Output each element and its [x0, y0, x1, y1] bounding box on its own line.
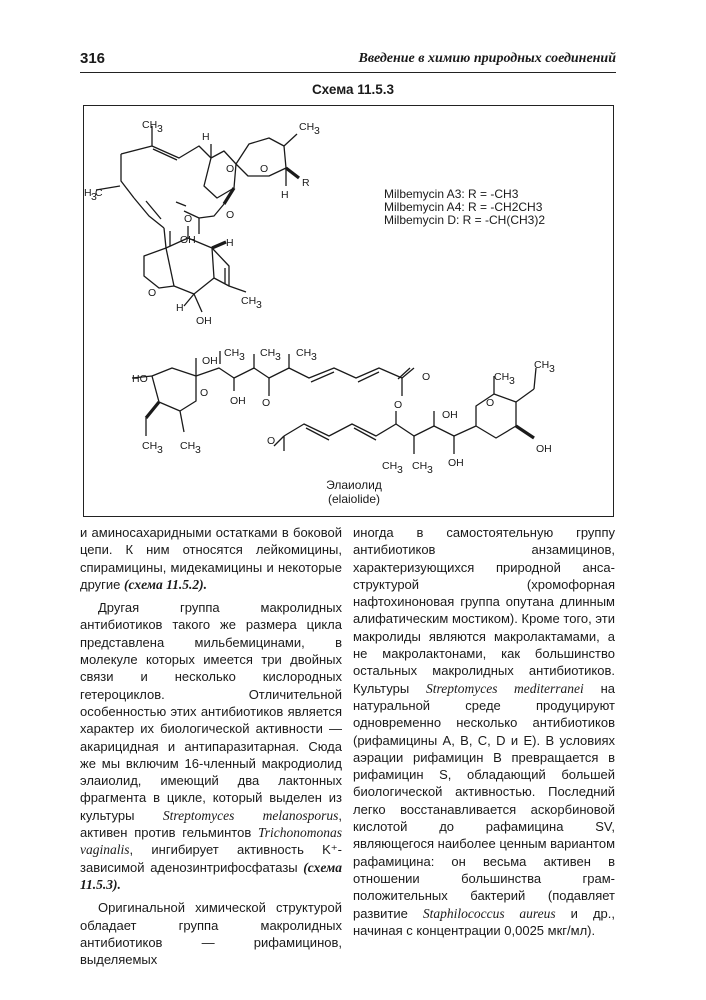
- page-header: [80, 48, 616, 73]
- svg-text:3: 3: [427, 464, 433, 476]
- text-run: иногда в самостоятельную группу антибиотиков анзамицинов, характеризующихся природной анса-структурой (хромофорная нафтохиноновая группа опутана длинным алифатическим мостиком). Кроме того, эти макролиды являются макролактамами, а не макролактонами, как большинство остальных макролидных антибиотиков. Культуры: [353, 525, 615, 696]
- svg-text:3: 3: [509, 375, 515, 387]
- svg-text:3: 3: [397, 464, 403, 476]
- svg-text:O: O: [226, 209, 235, 221]
- running-title: Введение в химию природных соединений: [358, 51, 616, 66]
- svg-text:CH: CH: [299, 121, 315, 133]
- italic-term: Streptomyces mediterranei: [425, 680, 584, 696]
- right-column: [353, 524, 615, 945]
- italic-term: Trichonomonas vaginalis: [80, 825, 342, 858]
- svg-text:H: H: [281, 189, 289, 201]
- svg-text:O: O: [267, 435, 276, 447]
- left-paragraph: [80, 524, 342, 593]
- elaiolide-caption: [299, 478, 409, 506]
- svg-text:3: 3: [314, 125, 320, 137]
- elaiolide-name-en: (elaiolide): [327, 492, 381, 506]
- text-run: Другая группа макролидных антибиотиков такого же размера цикла представлена мильбемицинами, в молекуле которых имеется три двойных связи и несколько кислородных гетероциклов. Отличительной особенностью этих антибиотиков является характер их биологической активности — акарицидная и антипаразитарная. Сюда же мы включим 16-членный макродиолид элаиолид, имеющий два лактонных фрагмента в цикле, который выделен из культуры: [80, 600, 342, 823]
- svg-text:OH: OH: [230, 395, 246, 407]
- svg-text:H: H: [226, 237, 234, 249]
- svg-text:O: O: [394, 399, 403, 411]
- svg-text:CH: CH: [412, 460, 428, 472]
- svg-text:OH: OH: [180, 234, 196, 246]
- text-run: и др., начиная с концентрации 0,0025 мкг/мл).: [353, 905, 616, 938]
- svg-text:3: 3: [157, 444, 163, 456]
- text-run: , ингибирует активность K⁺-зависимой аденозинтрифосфатазы: [80, 842, 342, 875]
- svg-text:CH: CH: [494, 371, 510, 383]
- svg-text:CH: CH: [224, 347, 240, 359]
- svg-text:3: 3: [311, 351, 317, 363]
- svg-text:3: 3: [91, 191, 97, 203]
- page-number: 316: [80, 50, 106, 67]
- svg-text:3: 3: [239, 351, 245, 363]
- svg-text:HO: HO: [132, 373, 148, 385]
- svg-text:CH: CH: [534, 359, 550, 371]
- svg-text:3: 3: [157, 123, 163, 135]
- svg-text:OH: OH: [196, 315, 212, 327]
- milbemycin-a3: Milbemycin A3: R = -CH3: [384, 187, 519, 201]
- text-run: на натуральной среде продуцируют одновременно несколько антибиотиков (рифамицины A, B, C, D и E). В условиях аэрации рифамицин B превращается в рифамицин S, обладающий большей биологической активностью. Последний легко восстанавливается аскорбиновой кислотой до рафамицина SV, являющегося наиболее ценным вариантом рафамицина: он весьма активен в отношении большинства грам-положительных бактерий (подавляет развитие: [353, 680, 616, 921]
- svg-text:OH: OH: [442, 409, 458, 421]
- svg-text:O: O: [200, 387, 209, 399]
- milbemycin-legend: [384, 188, 545, 227]
- italic-term: Streptomyces melanosporus: [162, 807, 339, 823]
- milbemycin-structure: [84, 119, 320, 327]
- svg-text:R: R: [302, 177, 310, 189]
- milbemycin-d: Milbemycin D: R = -CH(CH3)2: [384, 213, 546, 227]
- svg-text:H: H: [202, 131, 210, 143]
- elaiolide-name-ru: Элаиолид: [326, 478, 382, 492]
- svg-text:3: 3: [549, 363, 555, 375]
- svg-text:OH: OH: [448, 457, 464, 469]
- svg-text:CH: CH: [241, 295, 257, 307]
- elaiolide-structure: [132, 347, 555, 476]
- scheme-figure: [83, 105, 614, 517]
- scheme-reference: (схема 11.5.3).: [80, 859, 342, 892]
- text-run: и аминосахаридными остатками в боковой цепи. К ним относятся лейкомицины, спирамицины, мидекамицины и некоторые другие: [80, 525, 342, 592]
- svg-text:H: H: [84, 187, 92, 199]
- svg-text:O: O: [260, 163, 269, 175]
- svg-text:O: O: [148, 287, 157, 299]
- svg-text:CH: CH: [260, 347, 276, 359]
- svg-text:CH: CH: [142, 119, 158, 131]
- scheme-reference: (схема 11.5.2).: [124, 576, 207, 592]
- left-paragraph: [80, 899, 342, 968]
- svg-text:CH: CH: [296, 347, 312, 359]
- svg-text:C: C: [95, 187, 103, 199]
- svg-text:H: H: [176, 302, 184, 314]
- svg-text:3: 3: [195, 444, 201, 456]
- left-paragraph: [80, 599, 342, 893]
- svg-text:3: 3: [275, 351, 281, 363]
- svg-text:CH: CH: [142, 440, 158, 452]
- left-column: [80, 524, 342, 974]
- svg-text:O: O: [262, 397, 271, 409]
- italic-term: Staphilococcus aureus: [422, 905, 556, 921]
- structure-drawing: [84, 106, 615, 518]
- svg-text:O: O: [486, 397, 495, 409]
- svg-text:OH: OH: [202, 355, 218, 367]
- svg-text:CH: CH: [180, 440, 196, 452]
- svg-text:O: O: [184, 213, 193, 225]
- svg-text:O: O: [422, 371, 431, 383]
- text-run: Оригинальной химической структурой обладает группа макролидных антибиотиков — рифамицинов, выделяемых: [80, 900, 342, 968]
- right-paragraph: [353, 524, 615, 939]
- milbemycin-a4: Milbemycin A4: R = -CH2CH3: [384, 200, 543, 214]
- svg-text:O: O: [226, 163, 235, 175]
- svg-text:OH: OH: [536, 443, 552, 455]
- svg-text:CH: CH: [382, 460, 398, 472]
- text-run: , активен против гельминтов: [80, 807, 343, 841]
- svg-text:3: 3: [256, 299, 262, 311]
- scheme-title: Схема 11.5.3: [311, 82, 395, 97]
